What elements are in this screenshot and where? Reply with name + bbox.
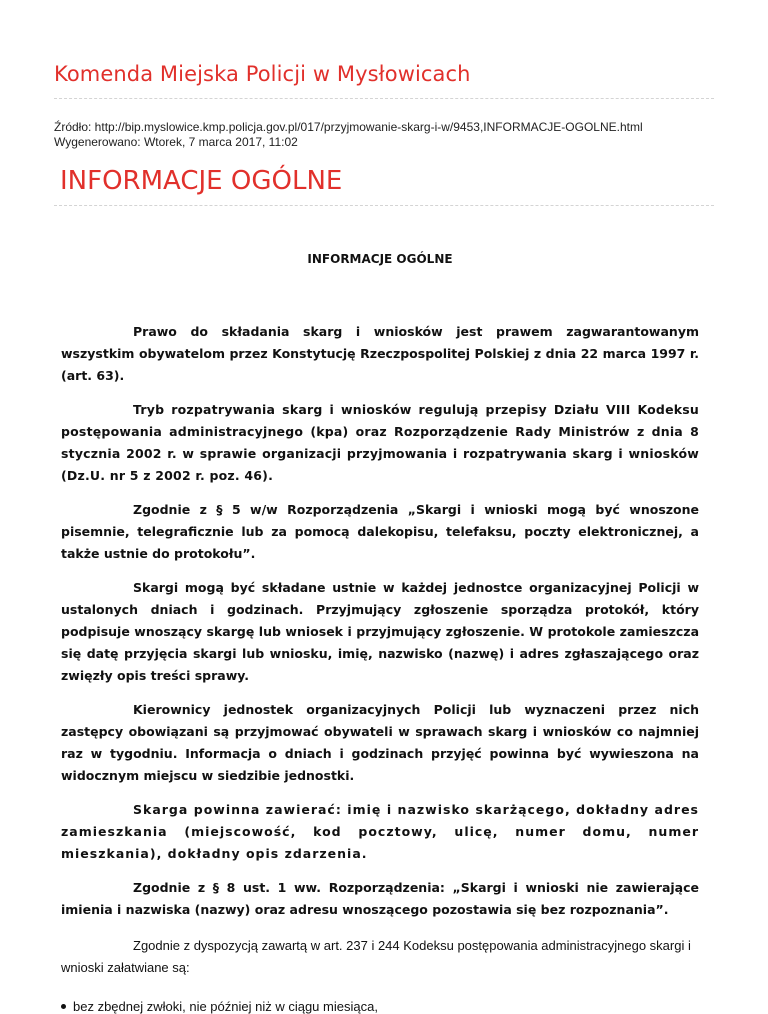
document-meta [54,120,643,150]
site-title: Komenda Miejska Policji w Mysłowicach [54,62,471,86]
paragraph: Kierownicy jednostek organizacyjnych Policji lub wyznaczeni przez nich zastępcy obowiązani są przyjmować obywateli w sprawach skarg i wniosków co najmniej raz w tygodniu. Informacja o dniach i godzinach przyjęć powinna być wywieszona na widocznym miejscu w siedzibie jednostki. [61,702,699,783]
paragraph: Zgodnie z dyspozycją zawartą w art. 237 i 244 Kodeksu postępowania administracyjnego skargi i wnioski załatwiane są: [61,938,691,975]
list-item-text: bez zbędnej zwłoki, nie później niż w ciągu miesiąca, [73,999,378,1014]
source-url: Źródło: http://bip.myslowice.kmp.policja.gov.pl/017/przyjmowanie-skarg-i-w/9453,INFORMACJE-OGOLNE.html [54,120,643,134]
paragraph: Zgodnie z § 5 w/w Rozporządzenia „Skargi i wnioski mogą być wnoszone pisemnie, telegraficznie lub za pomocą dalekopisu, telefaksu, poczty elektronicznej, a także ustnie do protokołu”. [61,502,699,561]
article-heading: INFORMACJE OGÓLNE [307,252,453,266]
paragraph: Skargi mogą być składane ustnie w każdej jednostce organizacyjnej Policji w ustalonych dniach i godzinach. Przyjmujący zgłoszenie sporządza protokół, który podpisuje wnoszący skargę lub wniosek i przyjmujący zgłoszenie. W protokole zamieszcza się datę przyjęcia skargi lub wniosku, imię, nazwisko (nazwę) i adres zgłaszającego oraz zwięzły opis treści sprawy. [61,580,699,683]
paragraph: Zgodnie z § 8 ust. 1 ww. Rozporządzenia: „Skargi i wnioski nie zawierające imienia i nazwiska (nazwy) oraz adresu wnoszącego pozostawia się bez rozpoznania”. [61,880,699,917]
page-title: INFORMACJE OGÓLNE [60,166,343,196]
paragraph: Tryb rozpatrywania skarg i wniosków regulują przepisy Działu VIII Kodeksu postępowania administracyjnego (kpa) oraz Rozporządzenie Rady Ministrów z dnia 8 stycznia 2002 r. w sprawie organizacji przyjmowania i rozpatrywania skarg i wniosków (Dz.U. nr 5 z 2002 r. poz. 46). [61,402,699,483]
paragraph: Prawo do składania skarg i wniosków jest prawem zagwarantowanym wszystkim obywatelom przez Konstytucję Rzeczpospolitej Polskiej z dnia 22 marca 1997 r. (art. 63). [61,324,699,383]
divider [54,98,714,99]
list-item [61,999,699,1014]
generated-date: Wygenerowano: Wtorek, 7 marca 2017, 11:02 [54,135,298,149]
paragraph: Skarga powinna zawierać: imię i nazwisko skarżącego, dokładny adres zamieszkania (miejscowość, kod pocztowy, ulicę, numer domu, numer mieszkania), dokładny opis zdarzenia. [61,802,699,861]
bullet-icon [61,1004,66,1009]
article-body [61,240,699,1014]
divider [54,205,714,206]
